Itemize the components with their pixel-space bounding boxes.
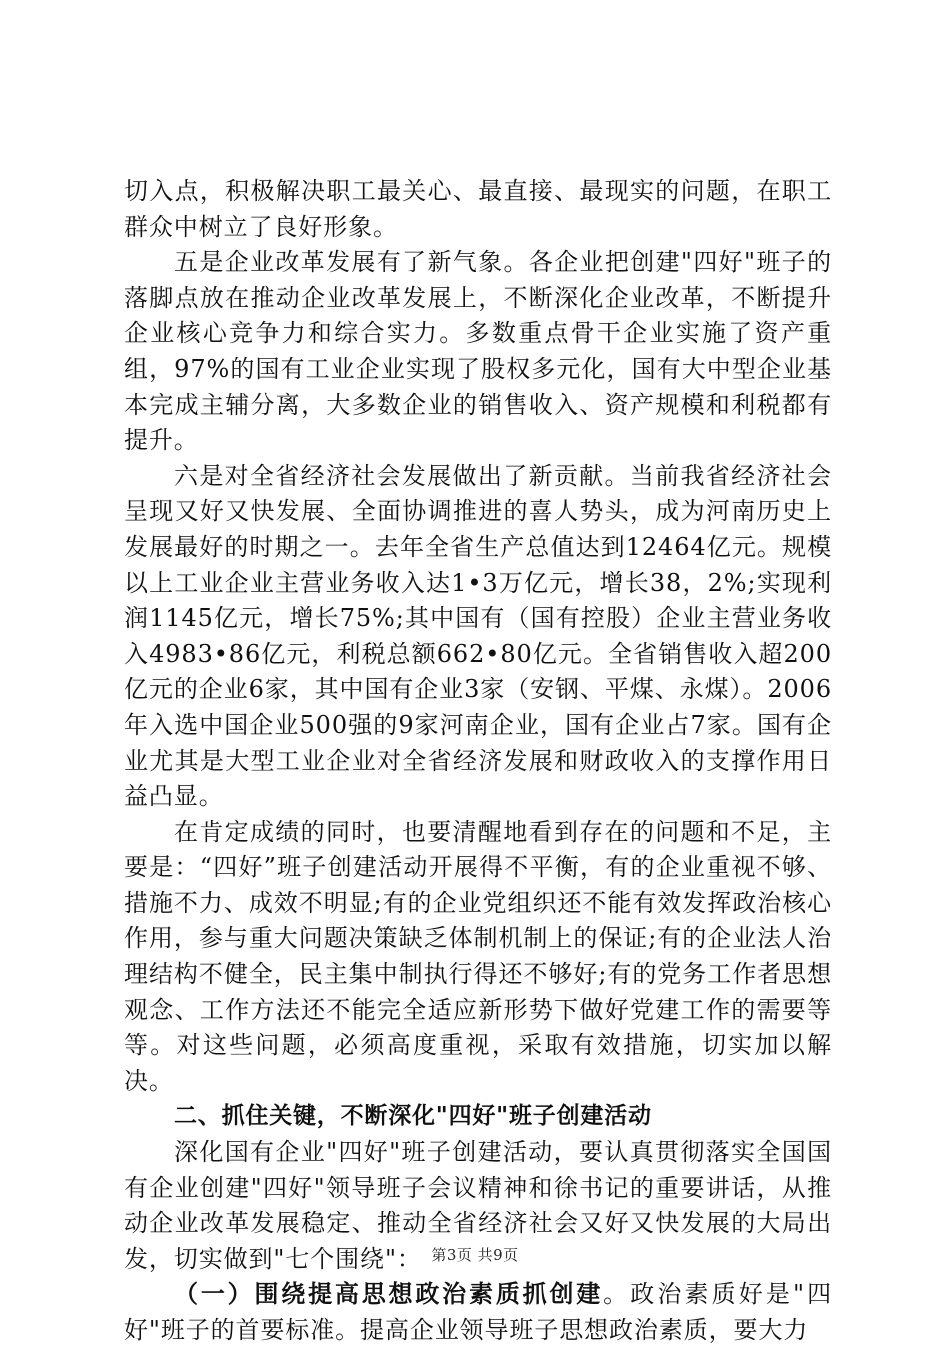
page-footer: 第3页 共9页 <box>431 1246 519 1264</box>
paragraph-problems: 在肯定成绩的同时，也要清醒地看到存在的问题和不足，主要是：“四好”班子创建活动开展得不平衡，有的企业重视不够、措施不力、成效不明显;有的企业党组织还不能有效发挥政治核心作用，参与重大问题决策缺乏体制机制上的保证;有的企业法人治理结构不健全，民主集中制执行得还不够好;有的党务工作者思想观念、工作方法还不能完全适应新形势下做好党建工作的需要等等。对这些问题，必须高度重视，采取有效措施，切实加以解决。 <box>124 817 832 1095</box>
section-heading: 二、抓住关键，不断深化"四好"班子创建活动 <box>174 1103 652 1130</box>
paragraph-continued: 切入点，积极解决职工最关心、最直接、最现实的问题，在职工群众中树立了良好形象。 <box>124 177 832 241</box>
document-body <box>124 174 832 1349</box>
paragraph-point-six: 六是对全省经济社会发展做出了新贡献。当前我省经济社会呈现又好又快发展、全面协调推进的喜人势头，成为河南历史上发展最好的时期之一。去年全省生产总值达到12464亿元。规模以上工业企业主营业务收入达1•3万亿元，增长38，2%;实现利润1145亿元，增长75%;其中国有（国有控股）企业主营业务收入4983•86亿元，利税总额662•80亿元。全省销售收入超200亿元的企业6家，其中国有企业3家（安钢、平煤、永煤）。2006年入选中国企业500强的9家河南企业，国有企业占7家。国有企业尤其是大型工业企业对全省经济发展和财政收入的支撑作用日益凸显。 <box>124 461 832 811</box>
paragraph-seven-focuses: 深化国有企业"四好"班子创建活动，要认真贯彻落实全国国有企业创建"四好"领导班子会议精神和徐书记的重要讲话，从推动企业改革发展稳定、推动全省经济社会又好又快发展的大局出发，切实做到"七个围绕"： <box>124 1138 832 1273</box>
subsection-lead: （一）围绕提高思想政治素质抓创建 <box>174 1280 604 1309</box>
paragraph-point-five: 五是企业改革发展有了新气象。各企业把创建"四好"班子的落脚点放在推动企业改革发展上，不断深化企业改革，不断提升企业核心竞争力和综合实力。多数重点骨干企业实施了资产重组，97%的国有工业企业实现了股权多元化，国有大中型企业基本完成主辅分离，大多数企业的销售收入、资产规模和利税都有提升。 <box>124 248 832 455</box>
paragraph-subsection-one <box>124 1277 832 1348</box>
subsection-body: 。政治素质好是"四好"班子的首要标准。提高企业领导班子思想政治素质，要大力 <box>124 1280 832 1344</box>
